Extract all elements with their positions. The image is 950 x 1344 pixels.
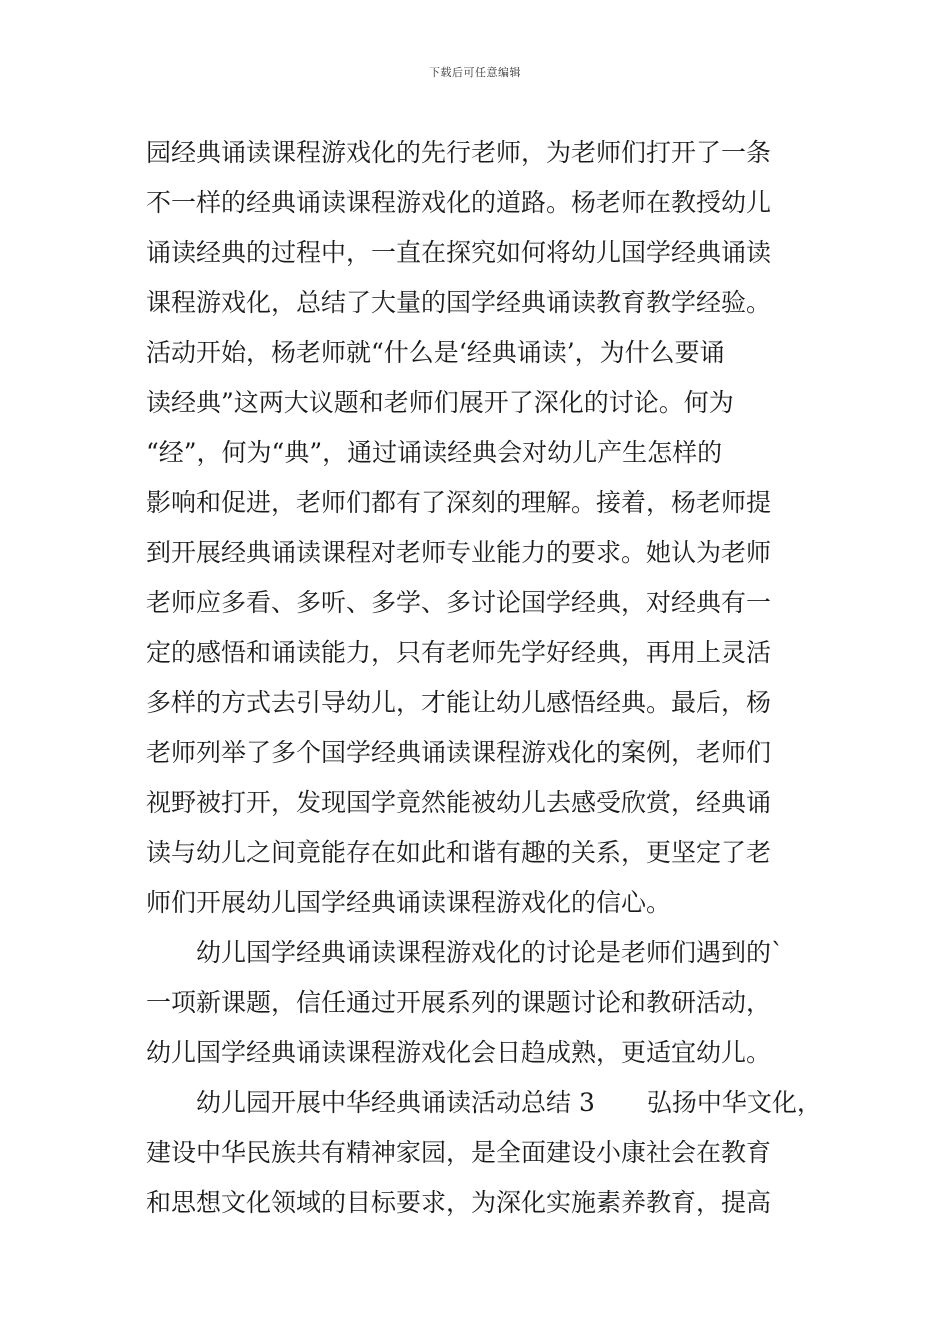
text-line: 定的感悟和诵读能力，只有老师先学好经典，再用上灵活: [146, 638, 772, 667]
paragraph-2: [146, 928, 808, 1078]
page-header: 下载后可任意编辑: [429, 66, 521, 79]
text-line: 师们开展幼儿国学经典诵读课程游戏化的信心。: [146, 888, 672, 917]
text-line: 视野被打开，发现国学竟然能被幼儿去感受欣赏，经典诵: [146, 788, 772, 817]
text-line: 读经典”这两大议题和老师们展开了深化的讨论。何为: [146, 388, 734, 417]
text-line: 园经典诵读课程游戏化的先行老师，为老师们打开了一条: [146, 138, 772, 167]
text-line: 建设中华民族共有精神家园，是全面建设小康社会在教育: [146, 1138, 772, 1167]
text-line: 课程游戏化，总结了大量的国学经典诵读教育教学经验。: [146, 288, 772, 317]
text-line: [146, 1078, 822, 1128]
text-line: 多样的方式去引导幼儿，才能让幼儿感悟经典。最后，杨: [146, 688, 772, 717]
text-line: 影响和促进，老师们都有了深刻的理解。接着，杨老师提: [146, 488, 772, 517]
text-line: 一项新课题，信任通过开展系列的课题讨论和教研活动，: [146, 988, 772, 1017]
text-line: 不一样的经典诵读课程游戏化的道路。杨老师在教授幼儿: [146, 188, 772, 217]
paragraph-1: [146, 128, 808, 928]
text-line: 诵读经典的过程中，一直在探究如何将幼儿国学经典诵读: [146, 238, 772, 267]
document-body: [146, 128, 822, 1228]
text-line: 幼儿国学经典诵读课程游戏化的讨论是老师们遇到的`: [196, 938, 784, 967]
paragraph-3: [146, 1078, 822, 1228]
text-line: 老师列举了多个国学经典诵读课程游戏化的案例，老师们: [146, 738, 772, 767]
text-line: 老师应多看、多听、多学、多讨论国学经典，对经典有一: [146, 588, 772, 617]
text-line: “经”，何为“典”，通过诵读经典会对幼儿产生怎样的: [146, 438, 723, 467]
text-line: 活动开始，杨老师就“什么是‘经典诵读’，为什么要诵: [146, 338, 725, 367]
text-line: 读与幼儿之间竟能存在如此和谐有趣的关系，更坚定了老: [146, 838, 772, 867]
text-line: 和思想文化领域的目标要求，为深化实施素养教育，提高: [146, 1188, 772, 1217]
text-line: 幼儿国学经典诵读课程游戏化会日趋成熟，更适宜幼儿。: [146, 1038, 772, 1067]
section-title: 幼儿园开展中华经典诵读活动总结 3: [196, 1088, 595, 1117]
text-line: 到开展经典诵读课程对老师专业能力的要求。她认为老师: [146, 538, 772, 567]
first-line-rest: 弘扬中华文化，: [646, 1088, 822, 1117]
